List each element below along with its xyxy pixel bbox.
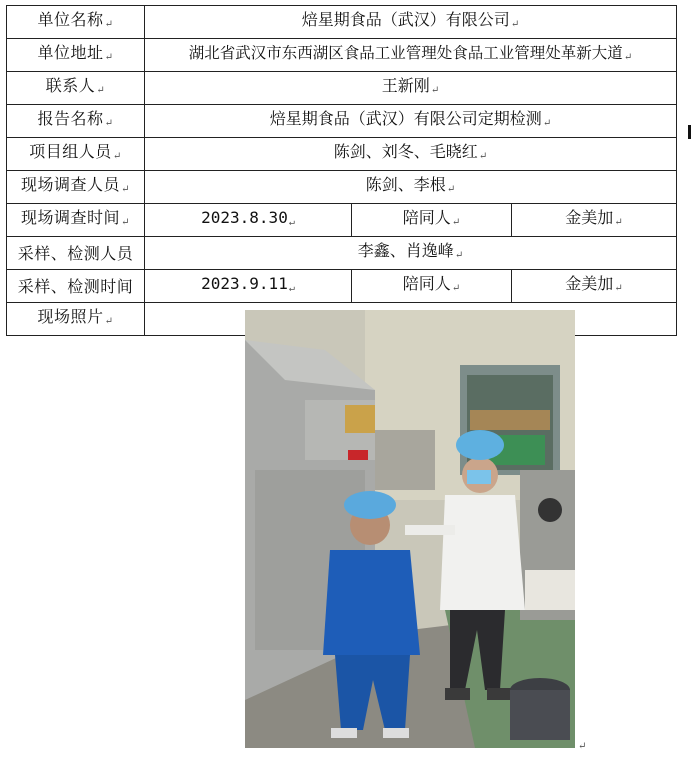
unit-name-value: 焙星期食品（武汉）有限公司↵ [145,6,677,39]
row-sampling-time [7,270,677,303]
site-photo [245,310,575,748]
row-unit-address [7,39,677,72]
inspection-info-table [6,5,677,752]
survey-time-label: 现场调查时间↵ [7,204,145,237]
sampling-time-label: 采样、检测时间 [7,270,145,303]
row-photo [7,303,677,336]
unit-address-label: 单位地址↵ [7,39,145,72]
project-members-value: 陈剑、刘冬、毛晓红↵ [145,138,677,171]
sampling-accompany-value: 金美加↵ [512,270,677,303]
project-members-label: 项目组人员↵ [7,138,145,171]
row-survey-time [7,204,677,237]
survey-staff-label: 现场调查人员↵ [7,171,145,204]
survey-staff-value: 陈剑、李根↵ [145,171,677,204]
unit-address-value: 湖北省武汉市东西湖区食品工业管理处食品工业管理处革新大道↵ [145,39,677,72]
row-unit-name [7,6,677,39]
contact-label: 联系人↵ [7,72,145,105]
report-name-label: 报告名称↵ [7,105,145,138]
row-contact [7,72,677,105]
row-sampling-staff [7,237,677,270]
unit-name-label: 单位名称↵ [7,6,145,39]
report-name-value: 焙星期食品（武汉）有限公司定期检测↵ [145,105,677,138]
photo-label: 现场照片↵ [7,303,145,336]
survey-accompany-label: 陪同人↵ [352,204,512,237]
row-report-name [7,105,677,138]
row-survey-staff [7,171,677,204]
sampling-staff-label: 采样、检测人员 [7,237,145,270]
sampling-staff-value: 李鑫、肖逸峰↵ [145,237,677,270]
row-project-members [7,138,677,171]
survey-date-value: 2023.8.30↵ [145,204,352,237]
sampling-date-value: 2023.9.11↵ [145,270,352,303]
contact-value: 王新刚↵ [145,72,677,105]
sampling-accompany-label: 陪同人↵ [352,270,512,303]
survey-accompany-value: 金美加↵ [512,204,677,237]
photo-cell: ↵ [145,303,677,336]
